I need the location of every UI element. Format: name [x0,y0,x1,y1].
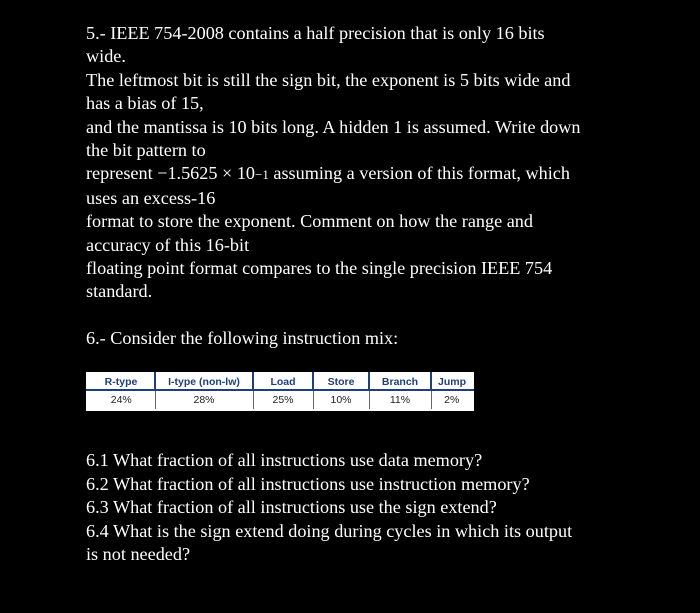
subquestion-line: 6.2 What fraction of all instructions use instruction memory? [86,473,530,494]
header-load: Load [253,373,313,390]
question-5-line: has a bias of 15, [86,93,204,114]
question-5-line: format to store the exponent. Comment on how the range and [86,211,533,232]
question-5-line: floating point format compares to the single precision IEEE 754 [86,258,553,279]
header-store: Store [313,373,369,390]
question-5-represent-line [86,162,660,186]
header-jump: Jump [431,373,473,390]
question-5-text [86,22,660,304]
table-row [87,390,473,410]
question-5-line: wide. [86,46,126,67]
question-5-line: standard. [86,281,153,302]
question-5-line: the bit pattern to [86,140,206,161]
instruction-mix-table [86,372,474,411]
value-i-type: 28% [155,390,253,410]
header-r-type: R-type [87,373,155,390]
subquestion-line: 6.1 What fraction of all instructions use data memory? [86,450,483,471]
question-5-line: and the mantissa is 10 bits long. A hidden 1 is assumed. Write down [86,116,581,137]
value-r-type: 24% [87,390,155,410]
value-jump: 2% [431,390,473,410]
question-6-subquestions [86,449,660,566]
subquestion-line: 6.3 What fraction of all instructions use the sign extend? [86,497,497,518]
represent-exponent: −1 [255,167,269,183]
header-i-type: I-type (non-lw) [155,373,253,390]
subquestion-line: is not needed? [86,543,191,564]
represent-suffix: assuming a version of this format, which [268,163,570,184]
question-6-intro: 6.- Consider the following instruction mix: [86,327,399,348]
represent-prefix: represent −1.5625 × 10 [86,163,256,184]
question-5-line: 5.- IEEE 754-2008 contains a half precision that is only 16 bits [86,23,545,43]
subquestion-line: 6.4 What is the sign extend doing during cycles in which its output [86,520,573,541]
question-5-line: accuracy of this 16-bit [86,234,250,255]
value-branch: 11% [369,390,431,410]
header-branch: Branch [369,373,431,390]
question-5-line: The leftmost bit is still the sign bit, the exponent is 5 bits wide and [86,69,571,90]
question-5-line: uses an excess-16 [86,187,216,208]
table-header-row [87,373,473,390]
value-load: 25% [253,390,313,410]
value-store: 10% [313,390,369,410]
